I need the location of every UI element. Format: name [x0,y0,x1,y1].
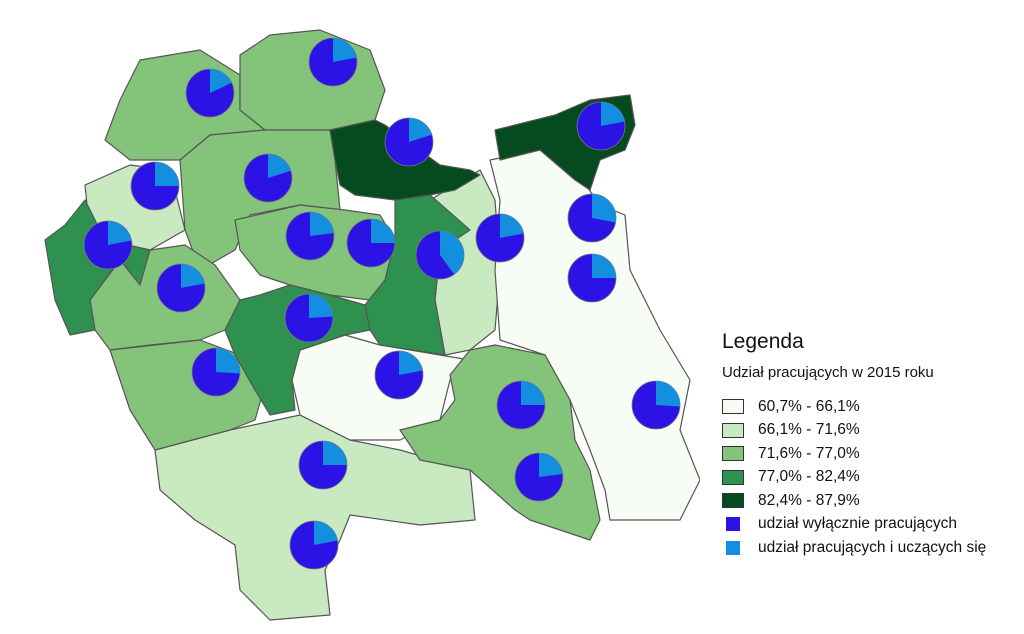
legend-swatch [722,399,744,414]
district-pie-chart [385,118,433,166]
district-pie-chart [186,69,234,117]
legend-class-3 [722,442,1012,466]
pie-slice-working-studying [592,194,616,222]
district-pie-chart [568,194,616,242]
district-pie-chart [309,38,357,86]
legend-swatch [726,541,740,555]
legend-swatch [722,423,744,438]
legend-swatch [722,446,744,461]
district-pie-chart [192,348,240,396]
legend-pie-working [722,513,1012,537]
district-north [240,30,385,130]
legend-pie-label: udział pracujących i uczących się [758,538,987,556]
district-pie-chart [577,102,625,150]
district-pie-chart [157,264,205,312]
legend-class-2 [722,419,1012,443]
legend-pie-label: udział wyłącznie pracujących [758,515,958,533]
district-pie-chart [290,521,338,569]
legend-pie-working-studying [722,536,1012,560]
legend-class-1 [722,395,1012,419]
district-pie-chart [632,381,680,429]
legend [722,330,1012,560]
district-pie-chart [131,162,179,210]
legend-subtitle: Udział pracujących w 2015 roku [722,364,934,381]
legend-class-label: 60,7% - 66,1% [758,397,860,415]
legend-class-label: 66,1% - 71,6% [758,421,860,439]
legend-class-label: 82,4% - 87,9% [758,491,860,509]
legend-class-label: 77,0% - 82,4% [758,468,860,486]
legend-class-label: 71,6% - 77,0% [758,444,860,462]
district-pie-chart [244,154,292,202]
district-pie-chart [416,231,464,279]
district-pie-chart [497,381,545,429]
district-pie-chart [286,212,334,260]
district-pie-chart [568,254,616,302]
legend-swatch [722,470,744,485]
district-pie-chart [375,351,423,399]
pie-slice-working-studying [371,219,395,243]
legend-swatch [726,517,740,531]
legend-class-5 [722,489,1012,513]
district-pie-chart [347,219,395,267]
district-pie-chart [299,441,347,489]
district-pie-chart [285,294,333,342]
legend-swatch [722,493,744,508]
district-pie-chart [515,453,563,501]
district-pie-chart [84,221,132,269]
district-pie-chart [476,214,524,262]
legend-class-4 [722,466,1012,490]
legend-title: Legenda [722,330,804,353]
pie-slice-working-studying [155,162,179,186]
